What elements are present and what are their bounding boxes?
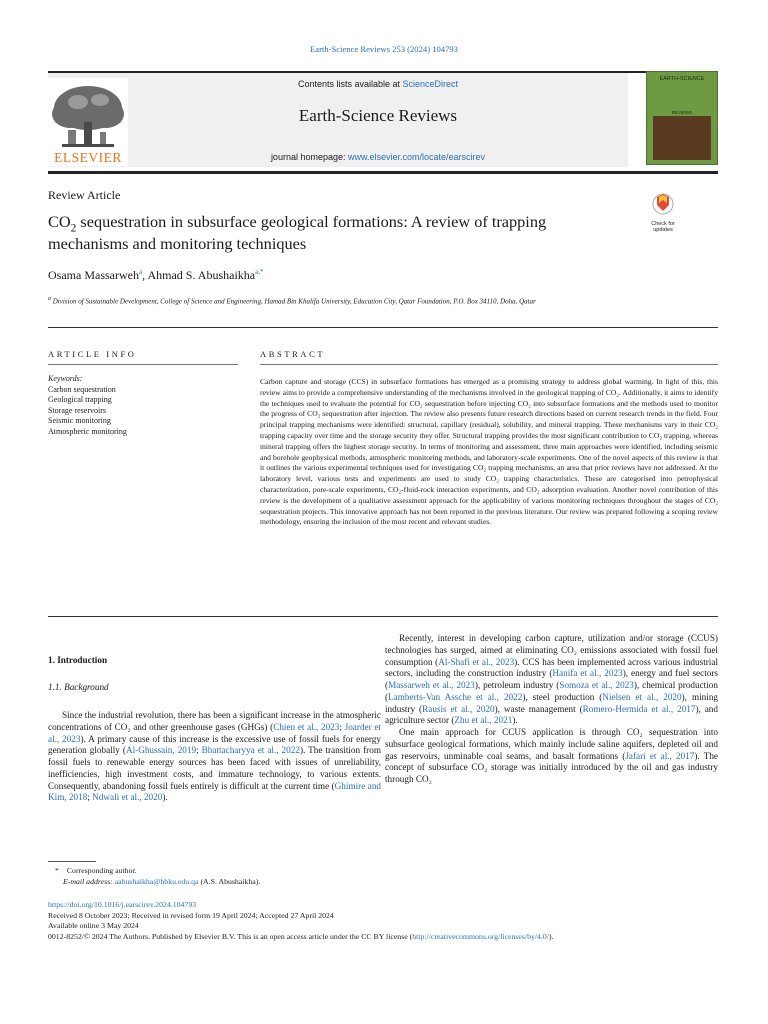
check-updates-icon xyxy=(648,192,678,216)
citation-link[interactable]: Somoza et al., 2023 xyxy=(559,680,634,690)
article-info-rule xyxy=(48,364,238,365)
body-left-column xyxy=(48,710,381,804)
citation-link[interactable]: Bhattacharyya et al., 2022 xyxy=(201,745,300,756)
paragraph-text: ; xyxy=(87,792,93,803)
citation-link[interactable]: Jafari et al., 2017 xyxy=(625,750,695,761)
email-suffix: (A.S. Abushaikha). xyxy=(198,876,261,886)
author-1-mark[interactable]: a xyxy=(138,268,143,276)
author-2-mark[interactable]: a,* xyxy=(255,268,264,276)
citation-link[interactable]: Al-Ghussain, 2019 xyxy=(125,745,197,756)
journal-reference[interactable]: Earth-Science Reviews 253 (2024) 104793 xyxy=(310,44,458,54)
section-heading: 1. Introduction xyxy=(48,655,108,665)
paragraph-text: ), steel production ( xyxy=(522,691,603,702)
abstract-heading: ABSTRACT xyxy=(260,349,326,359)
contents-availability xyxy=(128,79,628,89)
paragraph-text: ; xyxy=(196,745,202,756)
paragraph xyxy=(48,710,381,804)
corresponding-label: Corresponding author. xyxy=(66,866,137,875)
keyword: Atmospheric monitoring xyxy=(48,426,127,436)
citation-link[interactable]: Nielsen et al., 2020 xyxy=(602,691,682,702)
author-2[interactable]: Ahmad S. Abushaikha xyxy=(147,268,256,282)
paragraph-text: ), waste management ( xyxy=(494,703,583,714)
doi-link[interactable]: https://doi.org/10.1016/j.earscirev.2024.104793 xyxy=(48,900,197,909)
affiliation xyxy=(48,294,648,307)
email-label: E-mail address: xyxy=(63,876,115,886)
paragraph-text: ). The transition from fossil fuels to renewable energy sources has been faced with issues of unreliability, inefficiencies, high investment costs, and immature technology, to various extents. Consequently, abandoning fossil fuels entirely is difficult at the current time ( xyxy=(48,745,381,791)
license-tail: ). xyxy=(548,931,554,941)
masthead-bottom-rule xyxy=(48,171,718,174)
paragraph-text: ). xyxy=(512,715,518,726)
paragraph-text: ). The concept of subsurface CO₂ storage was initially introduced by the oil and gas industry through CO₂ xyxy=(385,750,718,784)
paragraph-text: ), and agriculture sector ( xyxy=(385,703,718,726)
article-type: Review Article xyxy=(48,188,121,202)
online-date: Available online 3 May 2024 xyxy=(48,921,139,930)
author-list: Osama Massarweh$^a$, Ahmad S. Abushaikha$^{a,*}$ xyxy=(48,268,264,282)
abstract-rule xyxy=(260,364,718,365)
article-title xyxy=(48,211,628,255)
divider xyxy=(48,616,718,617)
badge-label: Check for updates xyxy=(651,221,675,233)
affiliation-mark: a xyxy=(48,296,51,302)
article-info-heading: ARTICLE INFO xyxy=(48,349,137,359)
keywords-label: Keywords: xyxy=(48,374,83,383)
license-text: 0012-8252/© 2024 The Authors. Published by Elsevier B.V. This is an open access article under the CC BY license ( xyxy=(48,931,413,941)
paragraph-text: ; xyxy=(339,721,345,732)
check-for-updates-badge[interactable] xyxy=(648,192,678,233)
footnote-corresponding xyxy=(55,866,695,887)
affiliation-text: Division of Sustainable Development, College of Science and Engineering, Hamad Bin Khalifa University, Education City, Qatar Foundation, P.O. Box 34110, Doha, Qatar xyxy=(52,297,536,306)
journal-cover-thumbnail[interactable] xyxy=(646,71,718,165)
received-dates: Received 8 October 2023; Received in revised form 19 April 2024; Accepted 27 April 2024 xyxy=(48,910,334,920)
title-sub: 2 xyxy=(70,222,77,235)
keyword: Geological trapping xyxy=(48,395,112,405)
paragraph-text: Since the industrial revolution, there has been a significant increase in the atmospheric concentrations of CO₂ and other greenhouse gases (GHGs) ( xyxy=(48,710,381,732)
paragraph xyxy=(385,633,718,727)
keyword: Storage reservoirs xyxy=(48,405,106,415)
paragraph-text: One main approach for CCUS application is through CO₂ sequestration into subsurface geological formations, which mainly include saline aquifers, depleted oil and gas reservoirs, unminable coal seams, and basalt formations ( xyxy=(385,727,718,761)
citation-link[interactable]: Massarweh et al., 2023 xyxy=(388,680,475,690)
citation-link[interactable]: Ghimire and Kim, 2018 xyxy=(48,780,382,803)
citation-link[interactable]: Chien et al., 2023 xyxy=(273,721,340,732)
homepage-link[interactable]: www.elsevier.com/locate/earscirev xyxy=(348,152,486,162)
keyword: Carbon sequestration xyxy=(48,384,116,394)
citation-link[interactable]: Al-Shafi et al., 2023 xyxy=(438,656,515,667)
keywords-block xyxy=(48,374,228,438)
subsection-heading: 1.1. Background xyxy=(48,682,109,692)
paragraph-text: Recently, interest in developing carbon capture, utilization and/or storage (CCUS) technologies has surged, aimed at eliminating CO₂ emissions associated with fossil fuel consumption ( xyxy=(385,633,718,667)
paragraph-text: ), petroleum industry ( xyxy=(474,680,560,690)
homepage-label: journal homepage: xyxy=(270,152,348,162)
citation-link[interactable]: Romero-Hermida et al., 2017 xyxy=(582,703,696,714)
title-post: sequestration in subsurface geological formations: A review of trapping mechanisms and monitoring techniques xyxy=(48,212,547,253)
masthead-top-rule xyxy=(48,71,718,73)
citation-link[interactable]: Zhu et al., 2021 xyxy=(454,715,513,726)
cover-title: EARTH-SCIENCE xyxy=(659,76,705,82)
contents-prefix: Contents lists available at xyxy=(297,79,403,89)
email-link[interactable]: aabushaikha@hbku.edu.qa xyxy=(114,876,199,886)
citation-link[interactable]: Ndwali et al., 2020 xyxy=(92,792,163,803)
keyword: Seismic monitoring xyxy=(48,416,111,426)
journal-homepage xyxy=(128,152,628,162)
footnote-rule xyxy=(48,861,96,862)
license-link[interactable]: http://creativecommons.org/licenses/by/4.0/ xyxy=(412,931,549,941)
license-line xyxy=(48,932,728,943)
divider xyxy=(48,327,718,328)
author-1[interactable]: Osama Massarweh xyxy=(48,268,139,282)
cover-image xyxy=(653,116,711,160)
paragraph xyxy=(385,727,718,786)
sciencedirect-link[interactable]: ScienceDirect xyxy=(402,79,459,89)
citation-link[interactable]: Hanifa et al., 2023 xyxy=(552,668,623,679)
journal-title: Earth-Science Reviews xyxy=(298,106,458,125)
paragraph-text: ). CCS has been implemented across various industrial sectors, including the construction industry ( xyxy=(385,656,718,679)
citation-link[interactable]: Rausis et al., 2020 xyxy=(422,703,495,714)
elsevier-logo-text: ELSEVIER xyxy=(54,150,122,165)
title-pre: CO xyxy=(48,212,71,231)
citation-link[interactable]: Joarder et al., 2023 xyxy=(48,721,381,744)
paragraph-text: ). xyxy=(162,792,168,803)
paragraph-text: ), mining industry ( xyxy=(385,691,719,714)
citation-link[interactable]: Lamberts-Van Assche et al., 2022 xyxy=(388,691,523,702)
paragraph-text: ), energy and fuel sectors ( xyxy=(385,668,718,690)
cover-subtitle: REVIEWS xyxy=(671,110,693,115)
body-right-column xyxy=(385,633,718,786)
paragraph-text: ), chemical production ( xyxy=(385,680,718,702)
corresponding-mark: * xyxy=(55,866,59,875)
paragraph-text: ). A primary cause of this increase is the excessive use of fossil fuels for energy generation globally ( xyxy=(48,733,381,756)
abstract-text: Carbon capture and storage (CCS) in subsurface formations has emerged as a promising strategy to address global warming. In light of this, this review aims to provide a comprehensive understanding of the mechanisms involved in the geological trapping of CO₂. Additionally, it aims to identify the techniques used to evaluate the potential for CO₂ sequestration before injecting CO₂ into subsurface formations and the methods used to monitor the progress of CO₂ sequestration after injection. The review also presents future research directions based on current research trends in the field. Four principal trapping mechanisms were identified: structural, capillary (residual), solubility, and mineral trapping. These mechanisms vary in their CO₂ trapping capacity over time and the storage security they offer. Structural trapping provides the most significant contribution to CO₂ trapping, whereas mineral trapping offers the highest storage security. In terms of monitoring and assessment, three main approaches were identified, including seismic and borehole geophysical methods, atmospheric monitoring methods, and laboratory-scale experiments. One of the novel aspects of this review is that it outlines the various experimental techniques used for investigating CO₂ trapping mechanisms, an area that prior reviews have not addressed. At the laboratory level, various tests and experiments are used to study CO₂ trapping characteristics. These are categorised into petrophysical characterization, pore-scale experiments, CO₂-fluid-rock interaction experiments, and CO₂ adsorption evaluation. Another novel contribution of this review is the development of a qualitative assessment approach for the applicability of various monitoring techniques throughout the stages of CO₂ sequestration projects. This innovative approach has not been reported in the previous literature. Our review was prepared following a scoping review methodology, ensuring the inclusion of the most recent and relevant studies. xyxy=(260,377,718,527)
article-dates xyxy=(48,900,728,942)
